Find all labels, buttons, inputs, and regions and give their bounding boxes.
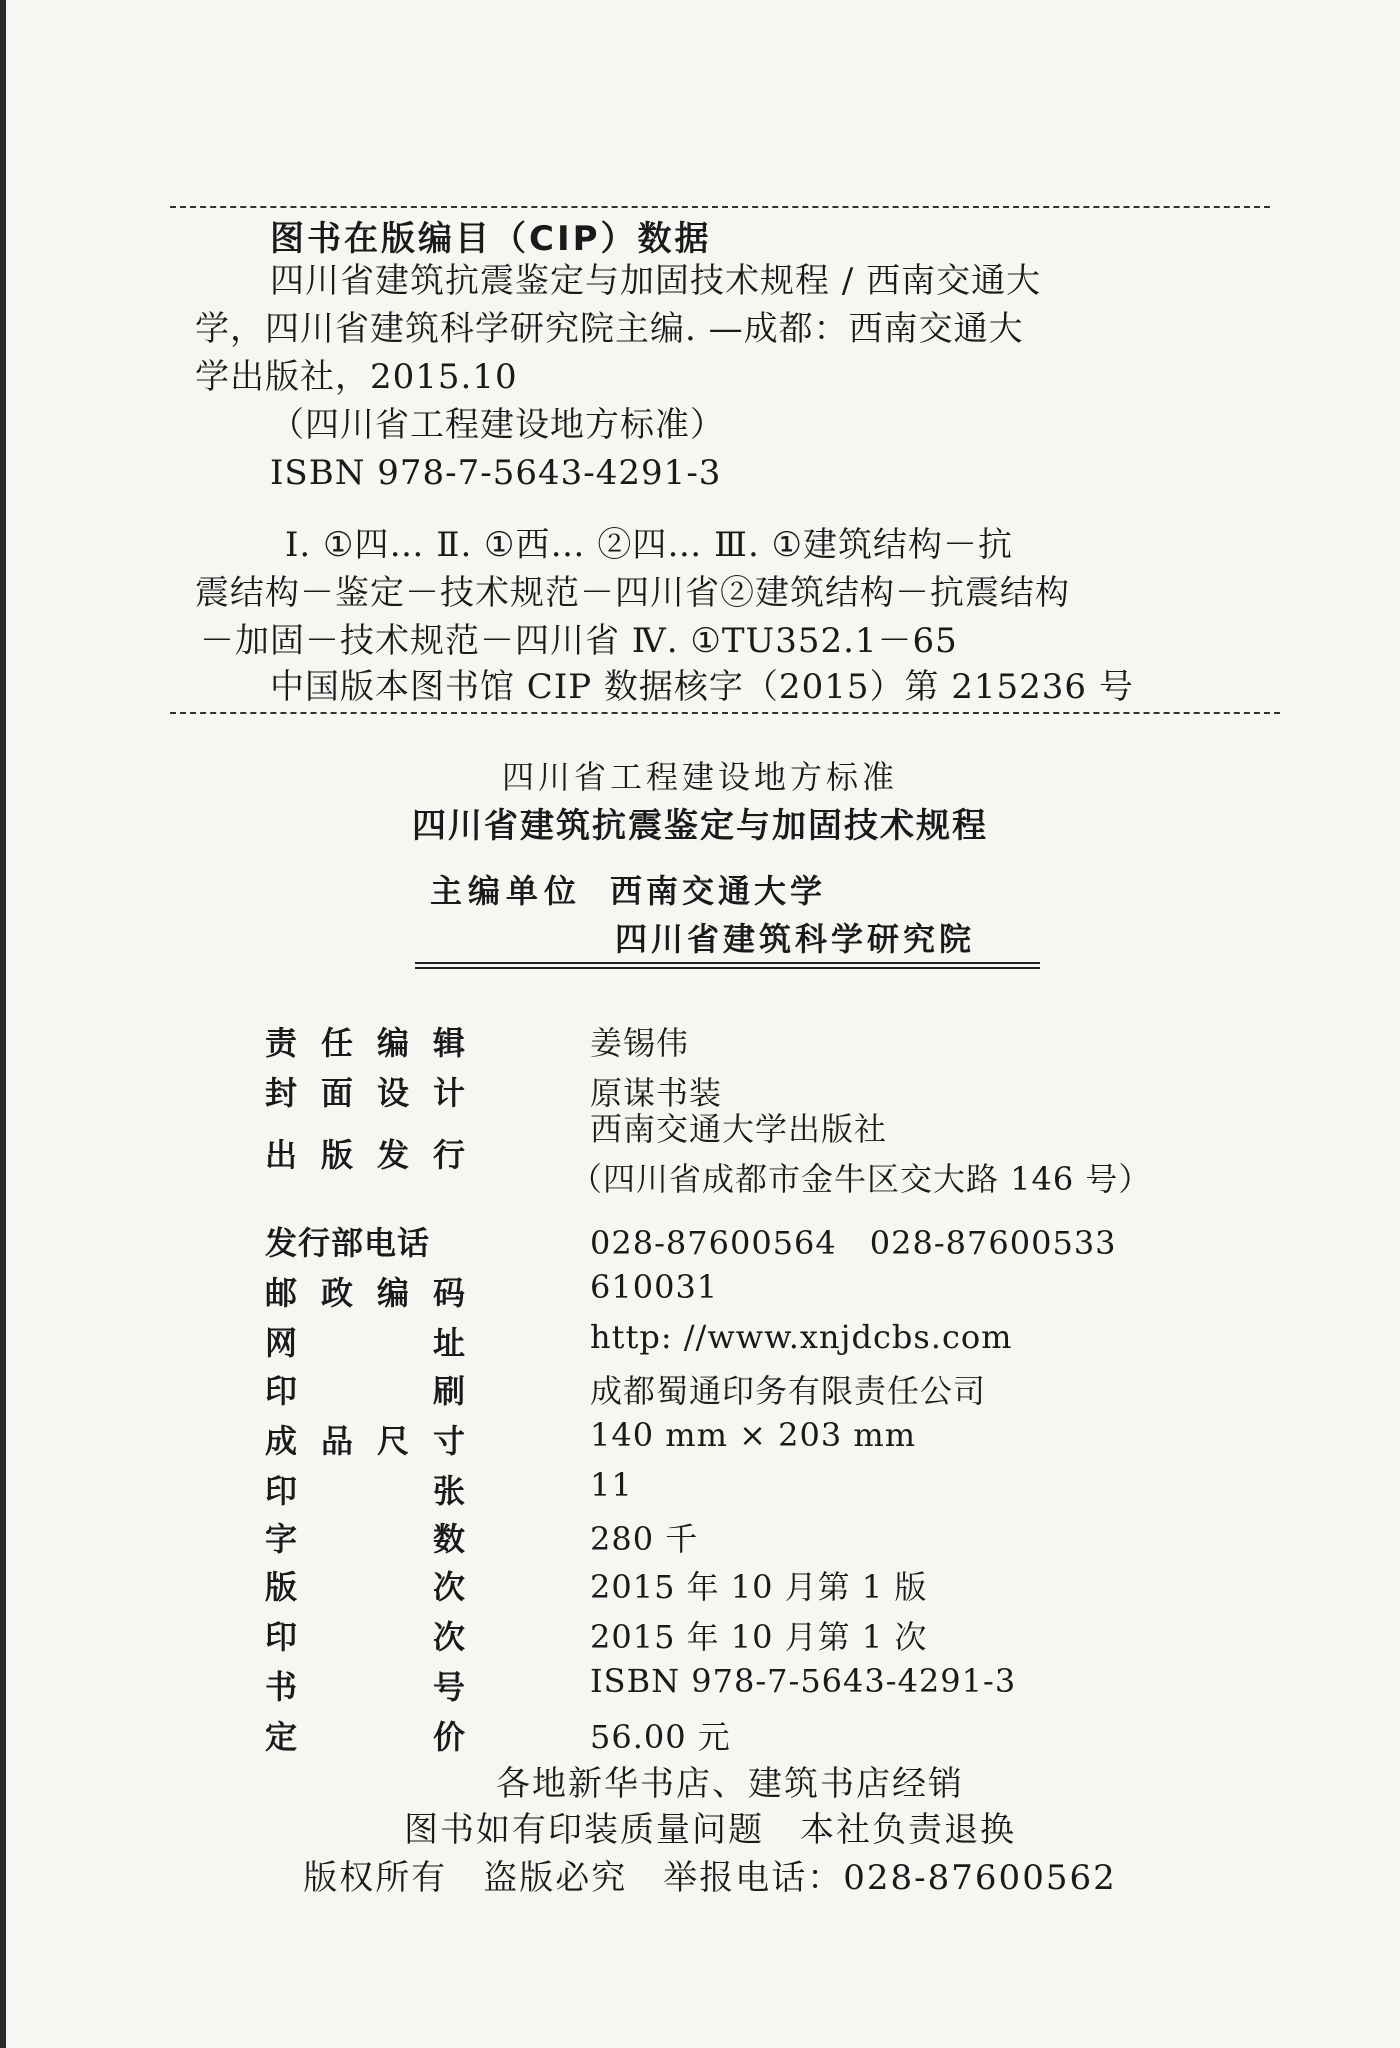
detail-label-char: 寸 [432, 1422, 465, 1460]
cip-top-divider [170, 206, 1270, 208]
detail-value: 56.00 元 [590, 1718, 731, 1756]
detail-label-char: 尺 [376, 1422, 409, 1460]
editor-unit: 四川省建筑科学研究院 [615, 920, 976, 958]
detail-label-char: 字 [265, 1520, 298, 1558]
detail-label-char: 址 [432, 1324, 465, 1362]
detail-label [265, 1416, 465, 1462]
detail-label-char: 网 [265, 1324, 298, 1362]
cip-line: 中国版本图书馆 CIP 数据核字（2015）第 215236 号 [270, 667, 1134, 707]
detail-label-char: 号 [432, 1668, 465, 1706]
detail-value: http: //www.xnjdcbs.com [590, 1318, 1013, 1356]
detail-label-char: 印 [265, 1618, 298, 1656]
detail-label-char: 发 [376, 1136, 409, 1174]
detail-value: 610031 [590, 1268, 719, 1306]
detail-value: 姜锡伟 [590, 1024, 690, 1062]
detail-label-char: 设 [376, 1074, 409, 1112]
detail-label-char: 次 [432, 1618, 465, 1656]
detail-label-char: 印 [265, 1472, 298, 1510]
detail-value: 280 千 [590, 1520, 699, 1558]
detail-label-char: 品 [320, 1422, 353, 1460]
detail-label [265, 1218, 465, 1264]
detail-label [265, 1662, 465, 1708]
detail-value: 11 [590, 1466, 633, 1504]
detail-label-char: 价 [432, 1718, 465, 1756]
detail-label-char: 次 [432, 1568, 465, 1606]
editor-label: 主编单位 [430, 872, 583, 910]
scan-page-edge [0, 0, 6, 2048]
cip-bottom-divider [170, 712, 1280, 714]
cip-line: ISBN 978-7-5643-4291-3 [270, 453, 722, 493]
cip-line: Ⅰ. ①四… Ⅱ. ①西… ②四… Ⅲ. ①建筑结构－抗 [285, 525, 1014, 565]
detail-label-char: 定 [265, 1718, 298, 1756]
quality-note: 图书如有印装质量问题 本社负责退换 [404, 1810, 1016, 1850]
detail-label-char: 成 [265, 1422, 298, 1460]
detail-label-char: 张 [432, 1472, 465, 1510]
cip-line: （四川省工程建设地方标准） [270, 405, 725, 445]
detail-value: 成都蜀通印务有限责任公司 [590, 1372, 987, 1410]
detail-label-char: 数 [432, 1520, 465, 1558]
detail-label-char: 责 [265, 1024, 298, 1062]
detail-label [265, 1318, 465, 1364]
detail-value: 原谋书装 [590, 1074, 723, 1112]
cip-line: 震结构－鉴定－技术规范－四川省②建筑结构－抗震结构 [195, 573, 1070, 613]
series-name: 四川省工程建设地方标准 [501, 758, 898, 796]
detail-label-char: 编 [376, 1274, 409, 1312]
detail-label [265, 1562, 465, 1608]
detail-value: 028-87600564 028-87600533 [590, 1224, 1117, 1262]
detail-label [265, 1018, 465, 1064]
detail-label [265, 1130, 465, 1176]
detail-value: 140 mm × 203 mm [590, 1416, 917, 1454]
cip-line: 四川省建筑抗震鉴定与加固技术规程 / 西南交通大 [270, 261, 1042, 301]
detail-value: 2015 年 10 月第 1 次 [590, 1618, 928, 1656]
detail-label [265, 1268, 465, 1314]
editor-unit: 西南交通大学 [610, 872, 827, 910]
detail-value: ISBN 978-7-5643-4291-3 [590, 1662, 1017, 1700]
detail-value: 西南交通大学出版社 [590, 1110, 888, 1148]
copyright-note: 版权所有 盗版必究 举报电话：028-87600562 [303, 1858, 1117, 1898]
title-rule [415, 967, 1040, 969]
detail-label [265, 1514, 465, 1560]
distribution-note: 各地新华书店、建筑书店经销 [496, 1764, 964, 1804]
book-title: 四川省建筑抗震鉴定与加固技术规程 [412, 806, 988, 846]
detail-label-char: 计 [432, 1074, 465, 1112]
detail-label-char: 版 [265, 1568, 298, 1606]
detail-label-char: 出 [265, 1136, 298, 1174]
cip-line: 学出版社，2015.10 [195, 357, 518, 397]
detail-label [265, 1068, 465, 1114]
detail-label [265, 1366, 465, 1412]
detail-label-char: 邮 [265, 1274, 298, 1312]
detail-label-char: 行 [432, 1136, 465, 1174]
detail-label-char: 书 [265, 1668, 298, 1706]
detail-label-char: 印 [265, 1372, 298, 1410]
cip-line: 学，四川省建筑科学研究院主编. —成都：西南交通大 [195, 309, 1024, 349]
detail-label [265, 1466, 465, 1512]
title-rule [415, 962, 1040, 964]
detail-label-char: 政 [320, 1274, 353, 1312]
detail-label-char: 任 [320, 1024, 353, 1062]
detail-label [265, 1612, 465, 1658]
cip-heading: 图书在版编目（CIP）数据 [270, 219, 712, 259]
detail-label-char: 封 [265, 1074, 298, 1112]
detail-label [265, 1712, 465, 1758]
detail-value: 2015 年 10 月第 1 版 [590, 1568, 928, 1606]
detail-label-char: 面 [320, 1074, 353, 1112]
detail-value: （四川省成都市金牛区交大路 146 号） [570, 1160, 1152, 1198]
detail-label-char: 编 [376, 1024, 409, 1062]
detail-label-char: 刷 [432, 1372, 465, 1410]
cip-line: －加固－技术规范－四川省 Ⅳ. ①TU352.1－65 [200, 621, 958, 661]
detail-label-char: 码 [432, 1274, 465, 1312]
detail-label-char: 版 [320, 1136, 353, 1174]
detail-label-char: 辑 [432, 1024, 465, 1062]
detail-label-char: 发行部电话 [265, 1224, 431, 1262]
